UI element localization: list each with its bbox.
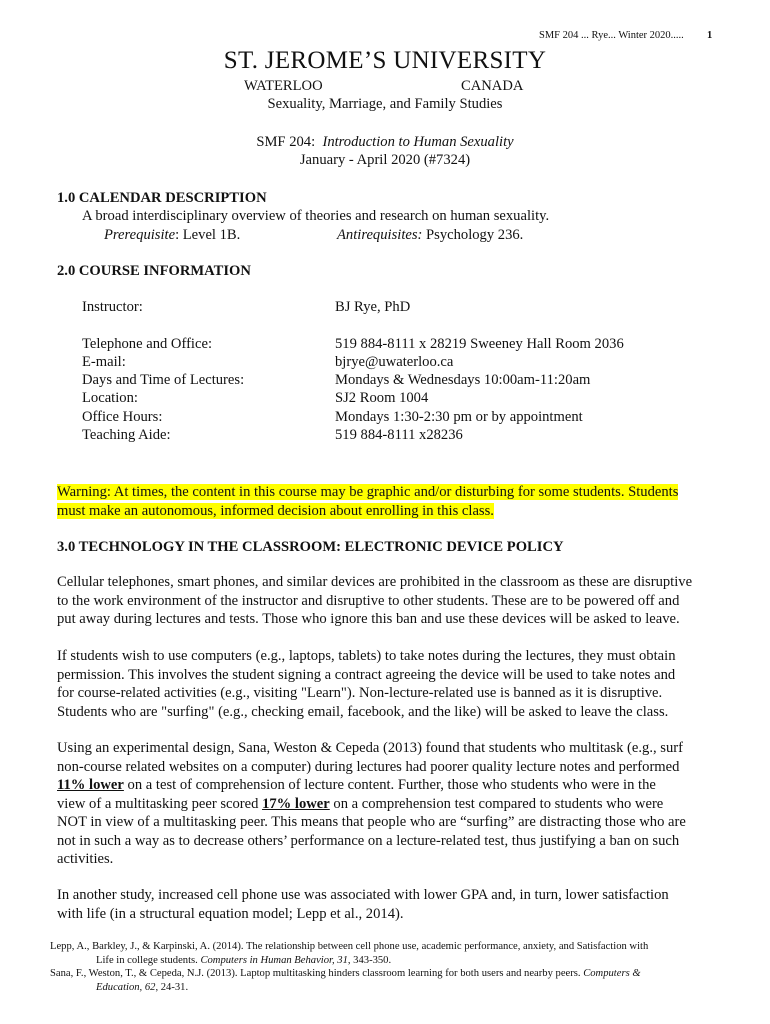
reference-lepp-cont — [96, 954, 391, 968]
paragraph-gpa-study — [57, 886, 717, 923]
instructor-value: BJ Rye, PhD — [335, 299, 411, 315]
antirequisite-label: Antirequisites: — [337, 227, 423, 243]
page-number: 1 — [707, 30, 713, 41]
warning-notice — [57, 483, 717, 520]
antirequisite-value: Psychology 236. — [422, 227, 524, 243]
prerequisite — [104, 226, 240, 245]
course-title: Introduction to Human Sexuality — [322, 134, 514, 150]
paragraph-computers — [57, 647, 717, 721]
info-label: Telephone and Office: — [82, 336, 212, 352]
prerequisite-value: : Level 1B. — [175, 227, 241, 243]
text-segment: Life in college students. — [96, 955, 201, 966]
country: CANADA — [461, 78, 524, 94]
running-head: SMF 204 ... Rye... Winter 2020..... — [539, 30, 684, 41]
paragraph-device-ban — [57, 573, 717, 629]
course-code: SMF 204: — [256, 134, 316, 150]
text-line: put away during lectures and tests. Those who ignore this ban and use these devices will be asked to leave. — [57, 611, 680, 627]
course-title-line — [0, 133, 770, 152]
heading-rest: : ELECTRONIC DEVICE POLICY — [336, 539, 564, 555]
paragraph-multitasking-study — [57, 739, 717, 869]
text-line: for course-related activities (e.g., visiting "Learn"). Non-lecture-related use is banned as it is disruptive. — [57, 685, 663, 701]
text-segment: on a test of comprehension of lecture content. Further, those who students who were in the — [123, 777, 656, 793]
text-segment: on a comprehension test compared to students who were — [329, 795, 664, 812]
text-line: Cellular telephones, smart phones, and similar devices are prohibited in the classroom as these are disruptive — [57, 574, 693, 590]
course-term: January - April 2020 (#7324) — [299, 152, 471, 168]
text-line: If students wish to use computers (e.g., laptops, tablets) to take notes during the lectures, they must obtain — [57, 648, 676, 664]
text-line: permission. This involves the student signing a contract agreeing the device will be used to take notes and — [57, 666, 676, 683]
text-line: non-course related websites on a computer) during lectures had poorer quality lecture notes and performed — [57, 758, 680, 775]
info-label: E-mail: — [82, 354, 126, 370]
text-line — [57, 795, 717, 814]
info-value: Mondays 1:30-2:30 pm or by appointment — [335, 409, 583, 425]
section-heading-calendar: 1.0 CALENDAR DESCRIPTION — [57, 190, 267, 206]
journal-title: Computers & — [583, 968, 641, 979]
info-label: Teaching Aide: — [82, 427, 171, 443]
text-line: not in such a way as to decrease others’ performance on a lecture-related test, thus justifying a ban on such — [57, 832, 680, 849]
email-value[interactable]: bjrye@uwaterloo.ca — [335, 354, 454, 370]
text-line: In another study, increased cell phone use was associated with lower GPA and, in turn, lower satisfaction — [57, 887, 669, 903]
text-segment: , 343-350. — [347, 955, 392, 966]
prerequisite-label: Prerequisite — [104, 227, 176, 243]
info-value: SJ2 Room 1004 — [335, 390, 429, 406]
department: Sexuality, Marriage, and Family Studies — [267, 96, 503, 112]
text-line — [57, 776, 717, 795]
info-value: 519 884-8111 x 28219 Sweeney Hall Room 2036 — [335, 336, 624, 352]
journal-title: Computers in Human Behavior, 31 — [200, 955, 348, 966]
reference-sana — [50, 967, 641, 981]
text-line: activities. — [57, 851, 114, 867]
info-label: Days and Time of Lectures: — [82, 372, 245, 388]
warning-line: Warning: At times, the content in this course may be graphic and/or disturbing for some students. Students — [57, 484, 679, 500]
journal-title: Education, 62 — [96, 982, 156, 993]
text-line: with life (in a structural equation model; Lepp et al., 2014). — [57, 905, 404, 922]
info-value: 519 884-8111 x28236 — [335, 427, 463, 443]
section-heading-course-info: 2.0 COURSE INFORMATION — [57, 263, 251, 279]
text-segment: Sana, F., Weston, T., & Cepeda, N.J. (2013). Laptop multitasking hinders classroom learning for both users and nearby peers. — [50, 968, 584, 979]
reference-lepp: Lepp, A., Barkley, J., & Karpinski, A. (2014). The relationship between cell phone use, academic performance, anxiety, and Satisfaction with — [50, 941, 649, 952]
text-segment: view of a multitasking peer scored — [57, 795, 263, 812]
text-segment: , 24-31. — [155, 982, 189, 993]
stat-11-percent: 11% lower — [57, 777, 124, 793]
reference-sana-cont — [96, 981, 188, 995]
university-name: ST. JEROME’S UNIVERSITY — [223, 47, 547, 74]
text-line: to the work environment of the instructor and disruptive to other students. These are to be powered off and — [57, 592, 680, 609]
info-value: Mondays & Wednesdays 10:00am-11:20am — [335, 372, 591, 388]
info-label: Office Hours: — [82, 409, 163, 425]
instructor-label: Instructor: — [82, 299, 143, 315]
section-heading-technology — [57, 538, 564, 557]
text-line: Using an experimental design, Sana, Weston & Cepeda (2013) found that students who multitask (e.g., surf — [57, 740, 683, 756]
warning-line: must make an autonomous, informed decision about enrolling in this class. — [57, 502, 494, 519]
text-line: Students who are "surfing" (e.g., checking email, facebook, and the like) will be asked to leave the class. — [57, 703, 669, 720]
stat-17-percent: 17% lower — [262, 795, 330, 812]
heading-main: 3.0 TECHNOLOGY IN THE CLASSROOM — [57, 539, 337, 555]
calendar-description: A broad interdisciplinary overview of theories and research on human sexuality. — [82, 208, 550, 224]
text-line: NOT in view of a multitasking peer. This means that people who are “surfing” are distracting those who are — [57, 814, 686, 830]
antirequisite — [337, 226, 523, 245]
city: WATERLOO — [244, 78, 323, 94]
info-label: Location: — [82, 390, 138, 406]
